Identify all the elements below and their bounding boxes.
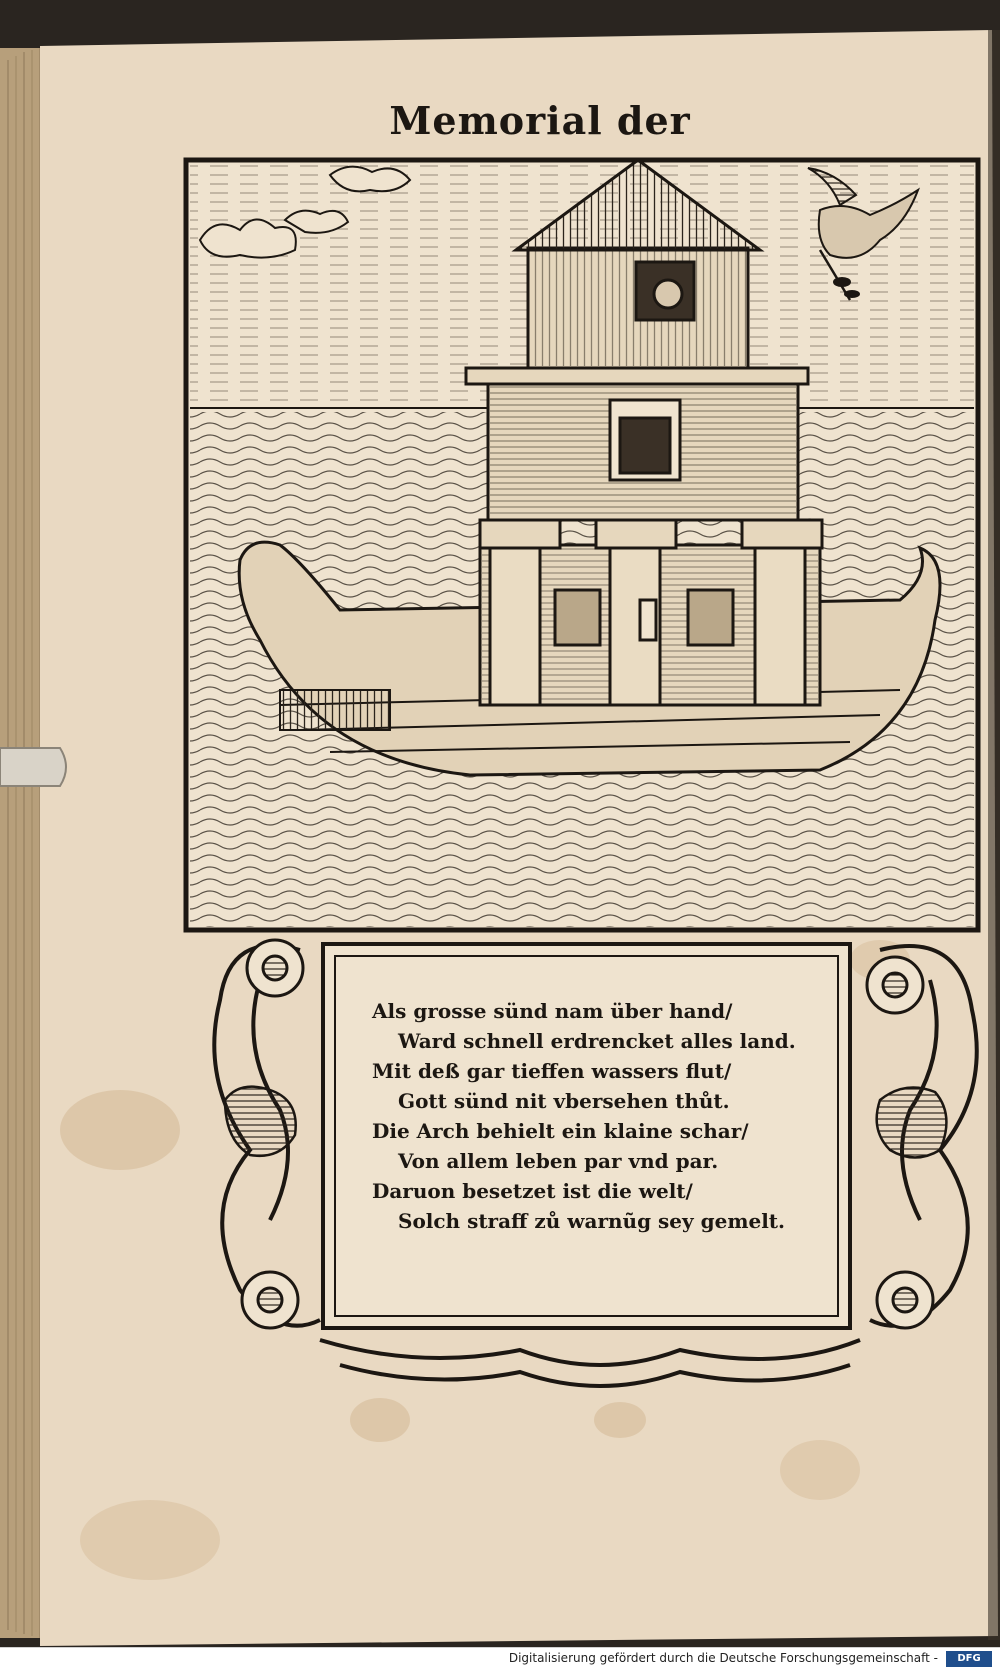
footer-bar [0,1647,1000,1670]
verse-line-6: Von allem leben par vnd par. [398,1149,719,1173]
noah-ark-woodcut [186,160,978,930]
verse-line-8: Solch straff zů warnũg sey gemelt. [398,1209,786,1233]
verse-line-1: Als grosse sünd nam über hand/ [372,999,733,1023]
funding-credit: Digitalisierung gefördert durch die Deutsche Forschungsgemeinschaft - [508,1651,938,1665]
page-edges [0,48,46,1638]
verse-line-5: Die Arch behielt ein klaine schar/ [372,1119,749,1143]
verse-block [372,996,842,1236]
page-heading: Memorial der [389,98,691,143]
verse-line-4: Gott sünd nit vbersehen thůt. [398,1089,730,1113]
bookmark-ribbon [0,742,74,792]
verse-line-2: Ward schnell erdrencket alles land. [398,1029,796,1053]
dfg-logo-icon[interactable]: DFG [946,1651,992,1667]
verse-line-7: Daruon besetzet ist die welt/ [372,1179,693,1203]
ark-cabin [480,520,822,705]
verse-line-3: Mit deß gar tieffen wassers flut/ [372,1059,732,1083]
